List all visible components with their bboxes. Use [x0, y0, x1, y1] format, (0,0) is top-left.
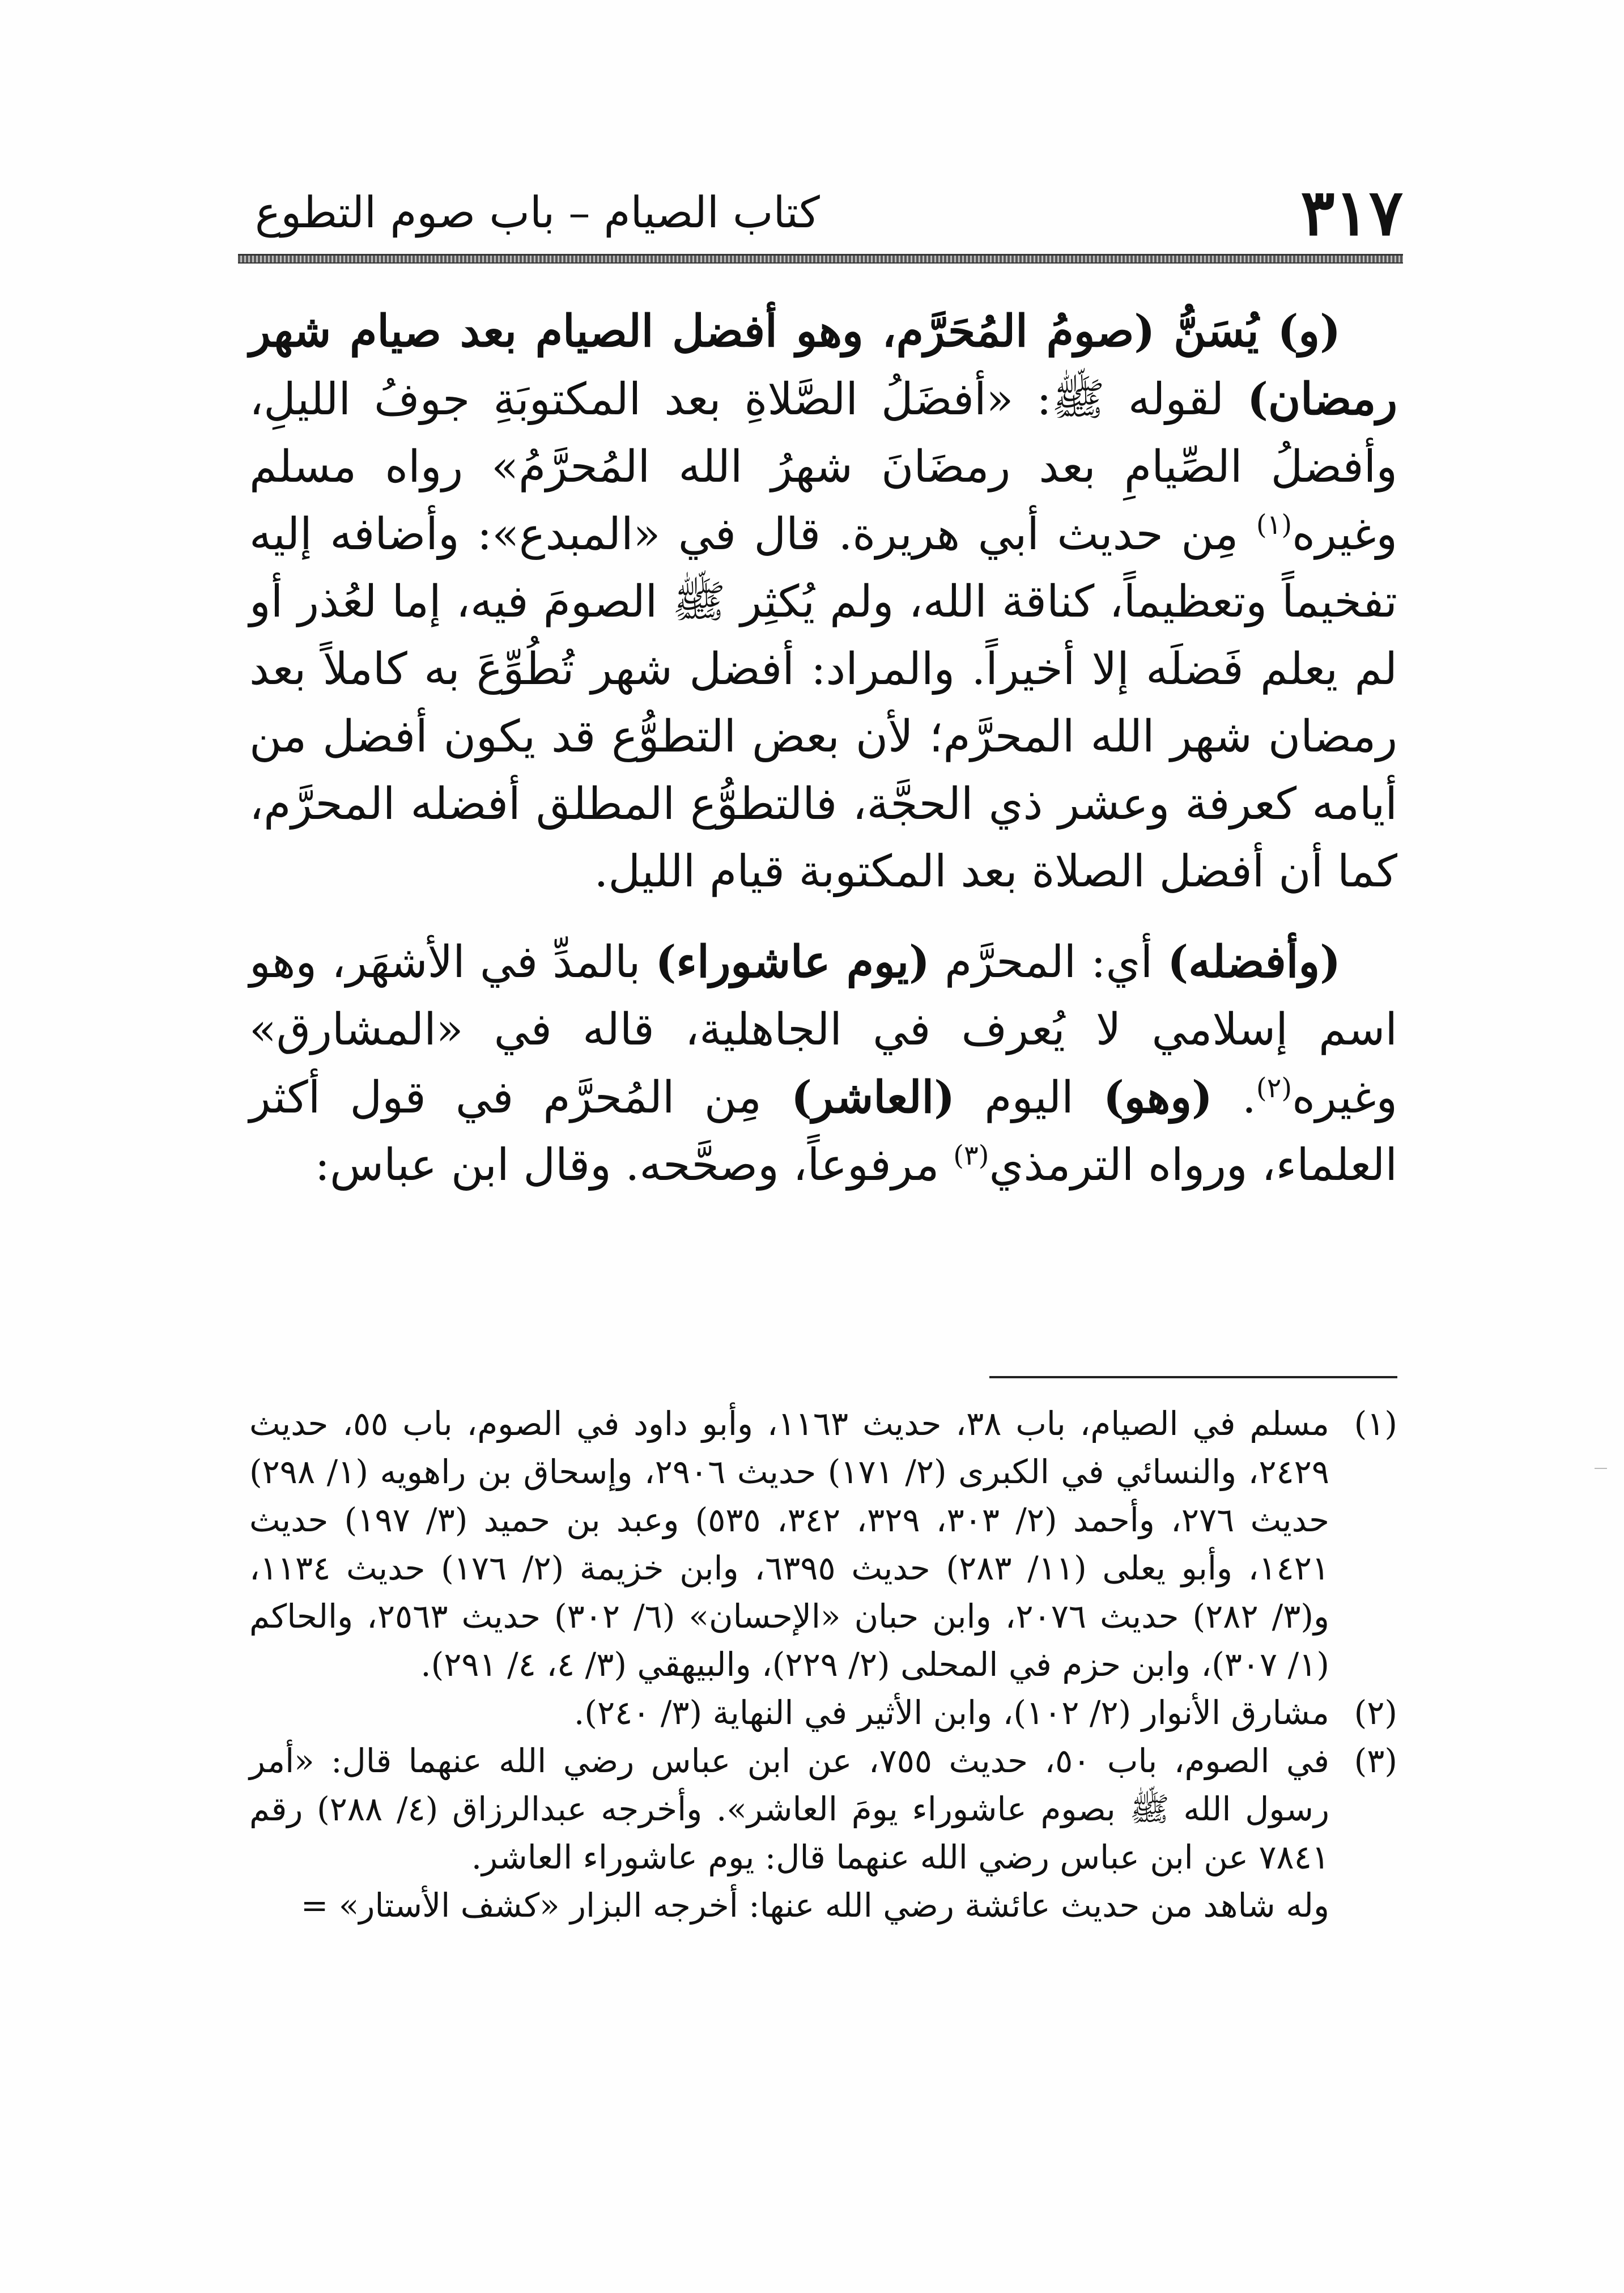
matn-text: (وهو)	[1103, 1072, 1213, 1123]
footnote-1	[249, 1400, 1397, 1689]
footnote-ref-3: (٣)	[953, 1140, 989, 1171]
footnote-text: مشارق الأنوار (٢/ ١٠٢)، وابن الأثير في النهاية (٣/ ٢٤٠).	[573, 1693, 1329, 1732]
footnote-number: (٢)	[1354, 1693, 1397, 1732]
sharh-text: اليوم	[955, 1072, 1103, 1123]
paragraph-ashura	[249, 928, 1397, 1199]
paragraph-muharram	[249, 298, 1397, 906]
sharh-text: لقوله ﷺ: «أفضَلُ الصَّلاةِ بعد المكتوبَةِ جوفُ الليلِ، وأفضلُ الصِّيامِ بعد رمضَانَ شهرُ الله المُحرَّمُ» رواه مسلم وغيره	[249, 374, 1397, 560]
sharh-text: أي: المحرَّم	[929, 937, 1168, 988]
sharh-text: مرفوعاً، وصحَّحه. وقال ابن عباس:	[314, 1140, 954, 1191]
footnote-number: (١)	[1354, 1404, 1397, 1443]
page-header	[238, 164, 1403, 266]
footnote-continuation: وله شاهد من حديث عائشة رضي الله عنها: أخرجه البزار «كشف الأستار» =	[300, 1886, 1329, 1925]
footnote-ref-2: (٢)	[1256, 1072, 1293, 1104]
footnote-separator	[989, 1376, 1397, 1378]
footnote-3	[249, 1737, 1397, 1882]
sharh-text: بالمدِّ في الأشهَر، وهو اسم إسلامي لا يُعرف في الجاهلية، قاله في «المشارق» وغيره	[249, 937, 1397, 1123]
main-text	[249, 298, 1397, 1199]
sharh-text: مِن حديث أبي هريرة. قال في «المبدع»: وأضافه إليه تفخيماً وتعظيماً، كناقة الله، ولم يُكثِر ﷺ الصومَ فيه، إما لعُذر أو لم يعلم فَضلَه إلا أخيراً. والمراد: أفضل شهر تُطُوِّعَ به كاملاً بعد رمضان شهر الله المحرَّم؛ لأن بعض التطوُّع قد يكون أفضل من أيامه كعرفة وعشر ذي الحجَّة، فالتطوُّع المطلق أفضله المحرَّم، كما أن أفضل الصلاة بعد المكتوبة قيام الليل.	[249, 509, 1397, 897]
running-head: كتاب الصيام – باب صوم التطوع	[255, 187, 820, 237]
matn-text: (وأفضله)	[1167, 936, 1341, 988]
footnote-2	[249, 1689, 1397, 1737]
sharh-text: مِن المُحرَّم في قول أكثر العلماء، ورواه الترمذي	[249, 1072, 1397, 1191]
page-number: ٣١٧	[1300, 176, 1403, 250]
matn-text: (العاشر)	[791, 1072, 955, 1123]
footnote-text: في الصوم، باب ٥٠، حديث ٧٥٥، عن ابن عباس رضي الله عنهما قال: «أمر رسول الله ﷺ بصوم عاشوراء يومَ العاشر». وأخرجه عبدالرزاق (٤/ ٢٨٨) رقم ٧٨٤١ عن ابن عباس رضي الله عنهما قال: يوم عاشوراء العاشر.	[249, 1742, 1329, 1876]
footnote-ref-1: (١)	[1256, 509, 1293, 541]
margin-mark	[1595, 1468, 1607, 1469]
footnotes	[249, 1400, 1397, 1930]
header-rule	[238, 254, 1403, 264]
footnote-number: (٣)	[1354, 1742, 1397, 1780]
footnote-text: مسلم في الصيام، باب ٣٨، حديث ١١٦٣، وأبو داود في الصوم، باب ٥٥، حديث ٢٤٢٩، والنسائي في الكبرى (٢/ ١٧١) حديث ٢٩٠٦، وإسحاق بن راهويه (١/ ٢٩٨) حديث ٢٧٦، وأحمد (٢/ ٣٠٣، ٣٢٩، ٣٤٢، ٥٣٥) وعبد بن حميد (٣/ ١٩٧) حديث ١٤٢١، وأبو يعلى (١١/ ٢٨٣) حديث ٦٣٩٥، وابن خزيمة (٢/ ١٧٦) حديث ١١٣٤، و(٣/ ٢٨٢) حديث ٢٠٧٦، وابن حبان «الإحسان» (٦/ ٣٠٢) حديث ٢٥٦٣، والحاكم (١/ ٣٠٧)، وابن حزم في المحلى (٢/ ٢٢٩)، والبيهقي (٣/ ٤، ٤/ ٢٩١).	[249, 1404, 1330, 1684]
matn-text: (يوم عاشوراء)	[655, 936, 930, 988]
matn-text: (و) يُسَنُّ (صومُ المُحَرَّم، وهو أفضل الصيام بعد صيام شهر رمضان)	[249, 305, 1397, 425]
sharh-text: .	[1212, 1072, 1256, 1123]
